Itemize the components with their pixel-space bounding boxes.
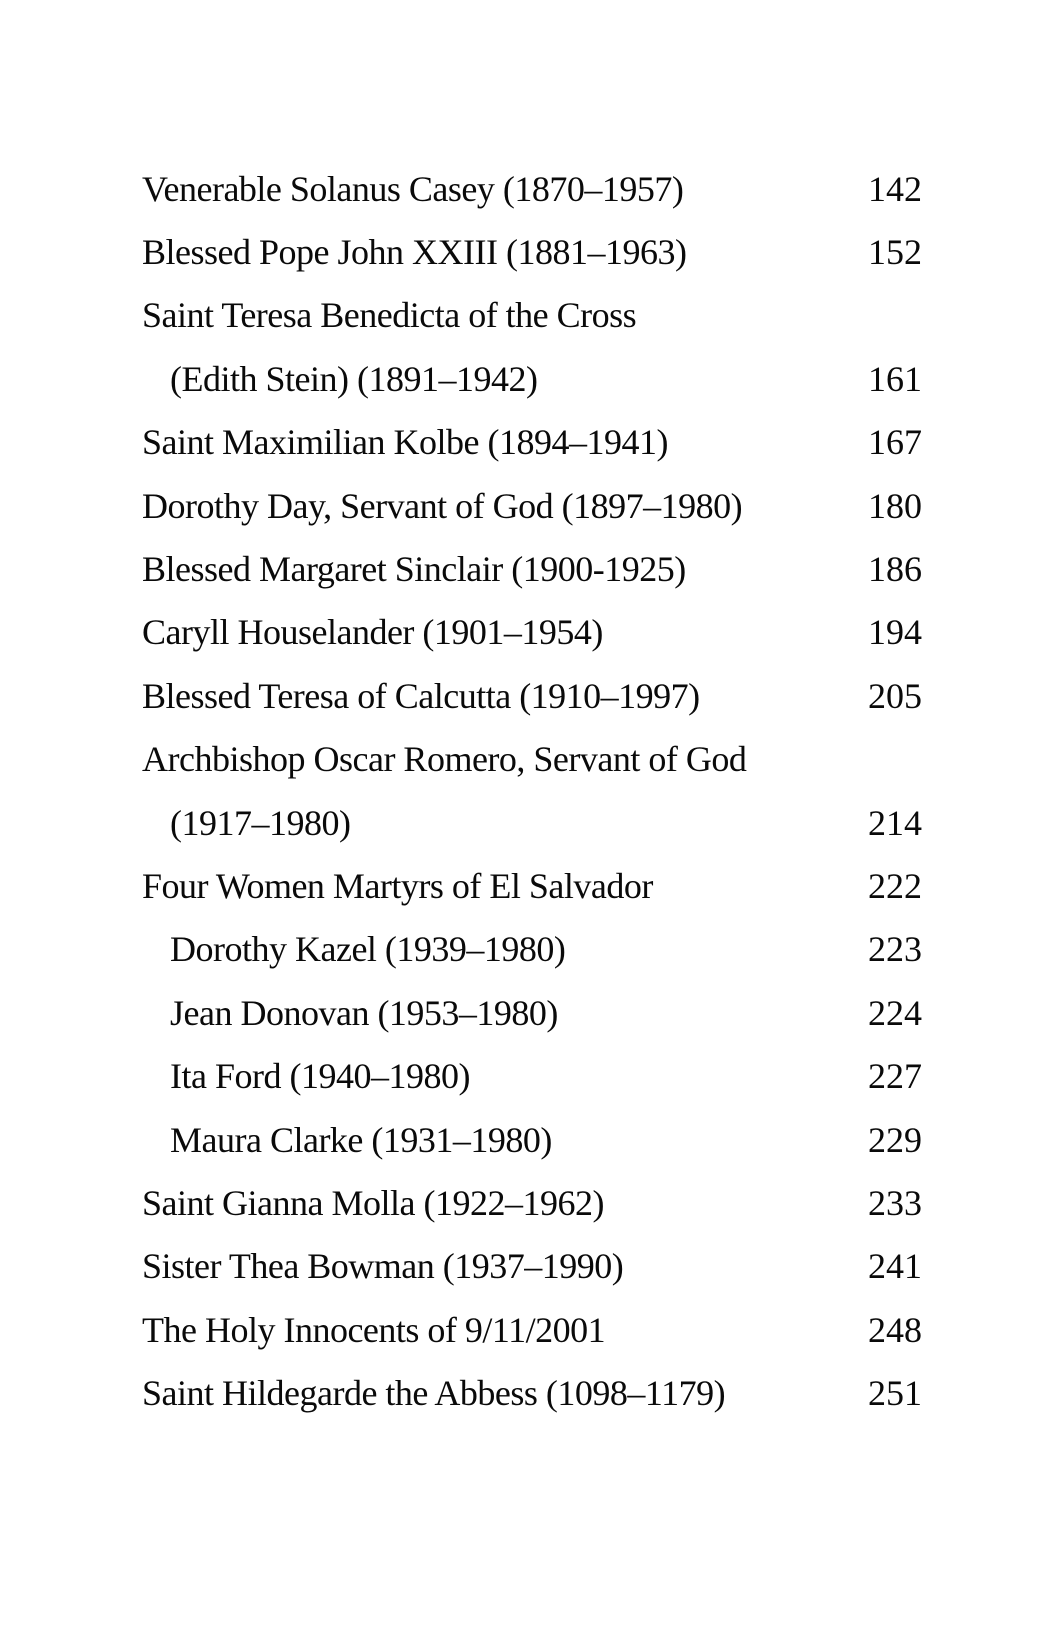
toc-entry-page-number: 194 (868, 612, 922, 653)
toc-entry-title: Saint Gianna Molla (1922–1962) (142, 1182, 604, 1223)
toc-entry (142, 1235, 922, 1298)
toc-entry (142, 664, 922, 727)
toc-entry-page-number: 227 (868, 1056, 922, 1097)
toc-entry (142, 284, 922, 347)
toc-entry (142, 537, 922, 600)
toc-entry-page-number: 161 (868, 358, 922, 399)
toc-entry-page-number: 167 (868, 422, 922, 463)
toc-entry-title: Sister Thea Bowman (1937–1990) (142, 1246, 624, 1287)
toc-entry-page-number: 224 (868, 992, 922, 1033)
toc-entry-title: Archbishop Oscar Romero, Servant of God (142, 739, 747, 780)
toc-entry-title: Jean Donovan (1953–1980) (170, 992, 558, 1033)
toc-entry (142, 1171, 922, 1234)
toc-entry (142, 1361, 922, 1424)
toc-entry-page-number: 248 (868, 1309, 922, 1350)
toc-entry-page-number: 229 (868, 1119, 922, 1160)
toc-entry-title: Blessed Margaret Sinclair (1900-1925) (142, 549, 686, 590)
toc-entry-title: Dorothy Day, Servant of God (1897–1980) (142, 485, 743, 526)
toc-entry (142, 601, 922, 664)
toc-entry-title: Venerable Solanus Casey (1870–1957) (142, 168, 684, 209)
toc-entry-title: Maura Clarke (1931–1980) (170, 1119, 552, 1160)
toc-entry-page-number: 180 (868, 485, 922, 526)
toc-entry-title: Four Women Martyrs of El Salvador (142, 865, 653, 906)
toc-entry-title: Saint Hildegarde the Abbess (1098–1179) (142, 1373, 726, 1414)
toc-entry-page-number: 214 (868, 802, 922, 843)
toc-entry-page-number: 233 (868, 1182, 922, 1223)
toc-entry (142, 157, 922, 220)
toc-entry (142, 918, 922, 981)
toc-entry (142, 728, 922, 791)
toc-entry-title: (1917–1980) (170, 802, 351, 843)
toc-entry-title: Saint Teresa Benedicta of the Cross (142, 295, 637, 336)
toc-entry (142, 347, 922, 410)
toc-entry-title: Blessed Pope John XXIII (1881–1963) (142, 232, 687, 273)
toc-entry (142, 1044, 922, 1107)
toc-entry (142, 854, 922, 917)
toc-entry (142, 411, 922, 474)
toc-entry (142, 1298, 922, 1361)
toc-entry (142, 981, 922, 1044)
toc-entry-page-number: 205 (868, 675, 922, 716)
toc-entry-page-number: 222 (868, 865, 922, 906)
toc-entry-title: Caryll Houselander (1901–1954) (142, 612, 603, 653)
toc-entry-title: The Holy Innocents of 9/11/2001 (142, 1309, 606, 1350)
toc-entry (142, 1108, 922, 1171)
toc-entry-title: Blessed Teresa of Calcutta (1910–1997) (142, 675, 700, 716)
toc-entry (142, 474, 922, 537)
toc-entry-title: Ita Ford (1940–1980) (170, 1056, 470, 1097)
toc-entry-page-number: 241 (868, 1246, 922, 1287)
toc-entry (142, 220, 922, 283)
toc-entry-page-number: 152 (868, 232, 922, 273)
toc-entry-page-number: 251 (868, 1373, 922, 1414)
toc-entry (142, 791, 922, 854)
table-of-contents (142, 157, 922, 1425)
toc-entry-page-number: 142 (868, 168, 922, 209)
toc-entry-title: Saint Maximilian Kolbe (1894–1941) (142, 422, 668, 463)
toc-entry-title: Dorothy Kazel (1939–1980) (170, 929, 566, 970)
toc-entry-page-number: 223 (868, 929, 922, 970)
toc-entry-title: (Edith Stein) (1891–1942) (170, 358, 538, 399)
toc-entry-page-number: 186 (868, 549, 922, 590)
